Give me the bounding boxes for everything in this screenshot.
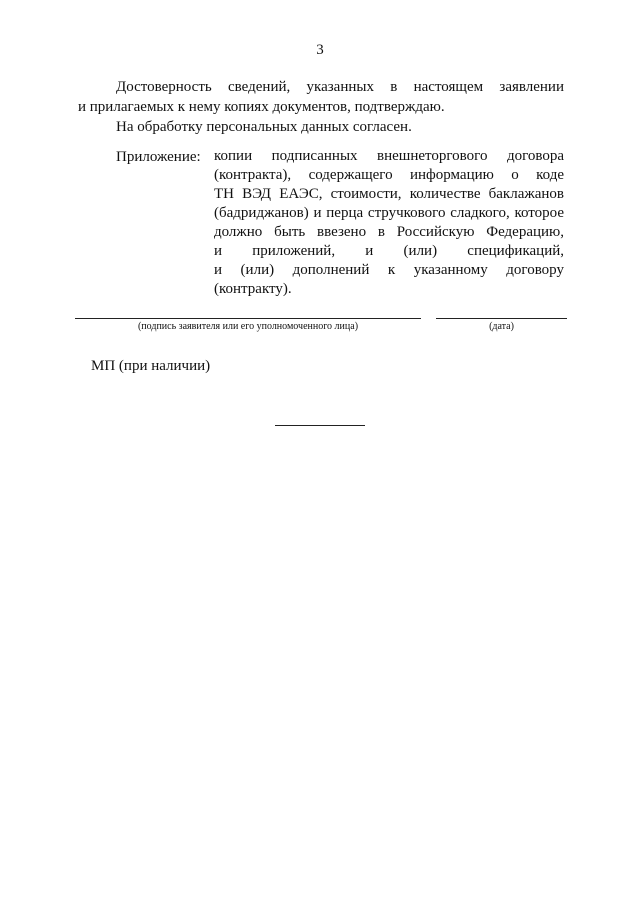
- consent-statement: На обработку персональных данных согласен.: [116, 119, 412, 135]
- attachment-label: Приложение:: [116, 149, 201, 165]
- attachment-line: (контракта), содержащего информацию о коде: [214, 167, 564, 183]
- attachment-line: копии подписанных внешнеторгового договора: [214, 148, 564, 164]
- attachment-line: и приложений, и (или) спецификаций,: [214, 243, 564, 259]
- date-caption: (дата): [489, 321, 514, 332]
- attachment-line: ТН ВЭД ЕАЭС, стоимости, количестве баклажанов: [214, 186, 564, 202]
- page-number: 3: [316, 42, 324, 58]
- declaration-line-2: и прилагаемых к нему копиях документов, подтверждаю.: [78, 99, 445, 115]
- signature-line: [75, 318, 421, 319]
- date-line: [436, 318, 567, 319]
- end-separator-line: [275, 425, 365, 426]
- attachment-line: и (или) дополнений к указанному договору: [214, 262, 564, 278]
- declaration-line-1: Достоверность сведений, указанных в настоящем заявлении: [116, 79, 564, 95]
- stamp-placeholder: МП (при наличии): [91, 358, 211, 374]
- attachment-list: [214, 147, 564, 299]
- attachment-line: (бадриджанов) и перца стручкового сладкого, которое: [214, 205, 564, 221]
- signature-caption: (подпись заявителя или его уполномоченного лица): [137, 321, 359, 332]
- attachment-line: должно быть ввезено в Российскую Федерацию,: [214, 224, 564, 240]
- declaration-paragraph: [78, 77, 564, 137]
- attachment-line: (контракту).: [214, 281, 292, 297]
